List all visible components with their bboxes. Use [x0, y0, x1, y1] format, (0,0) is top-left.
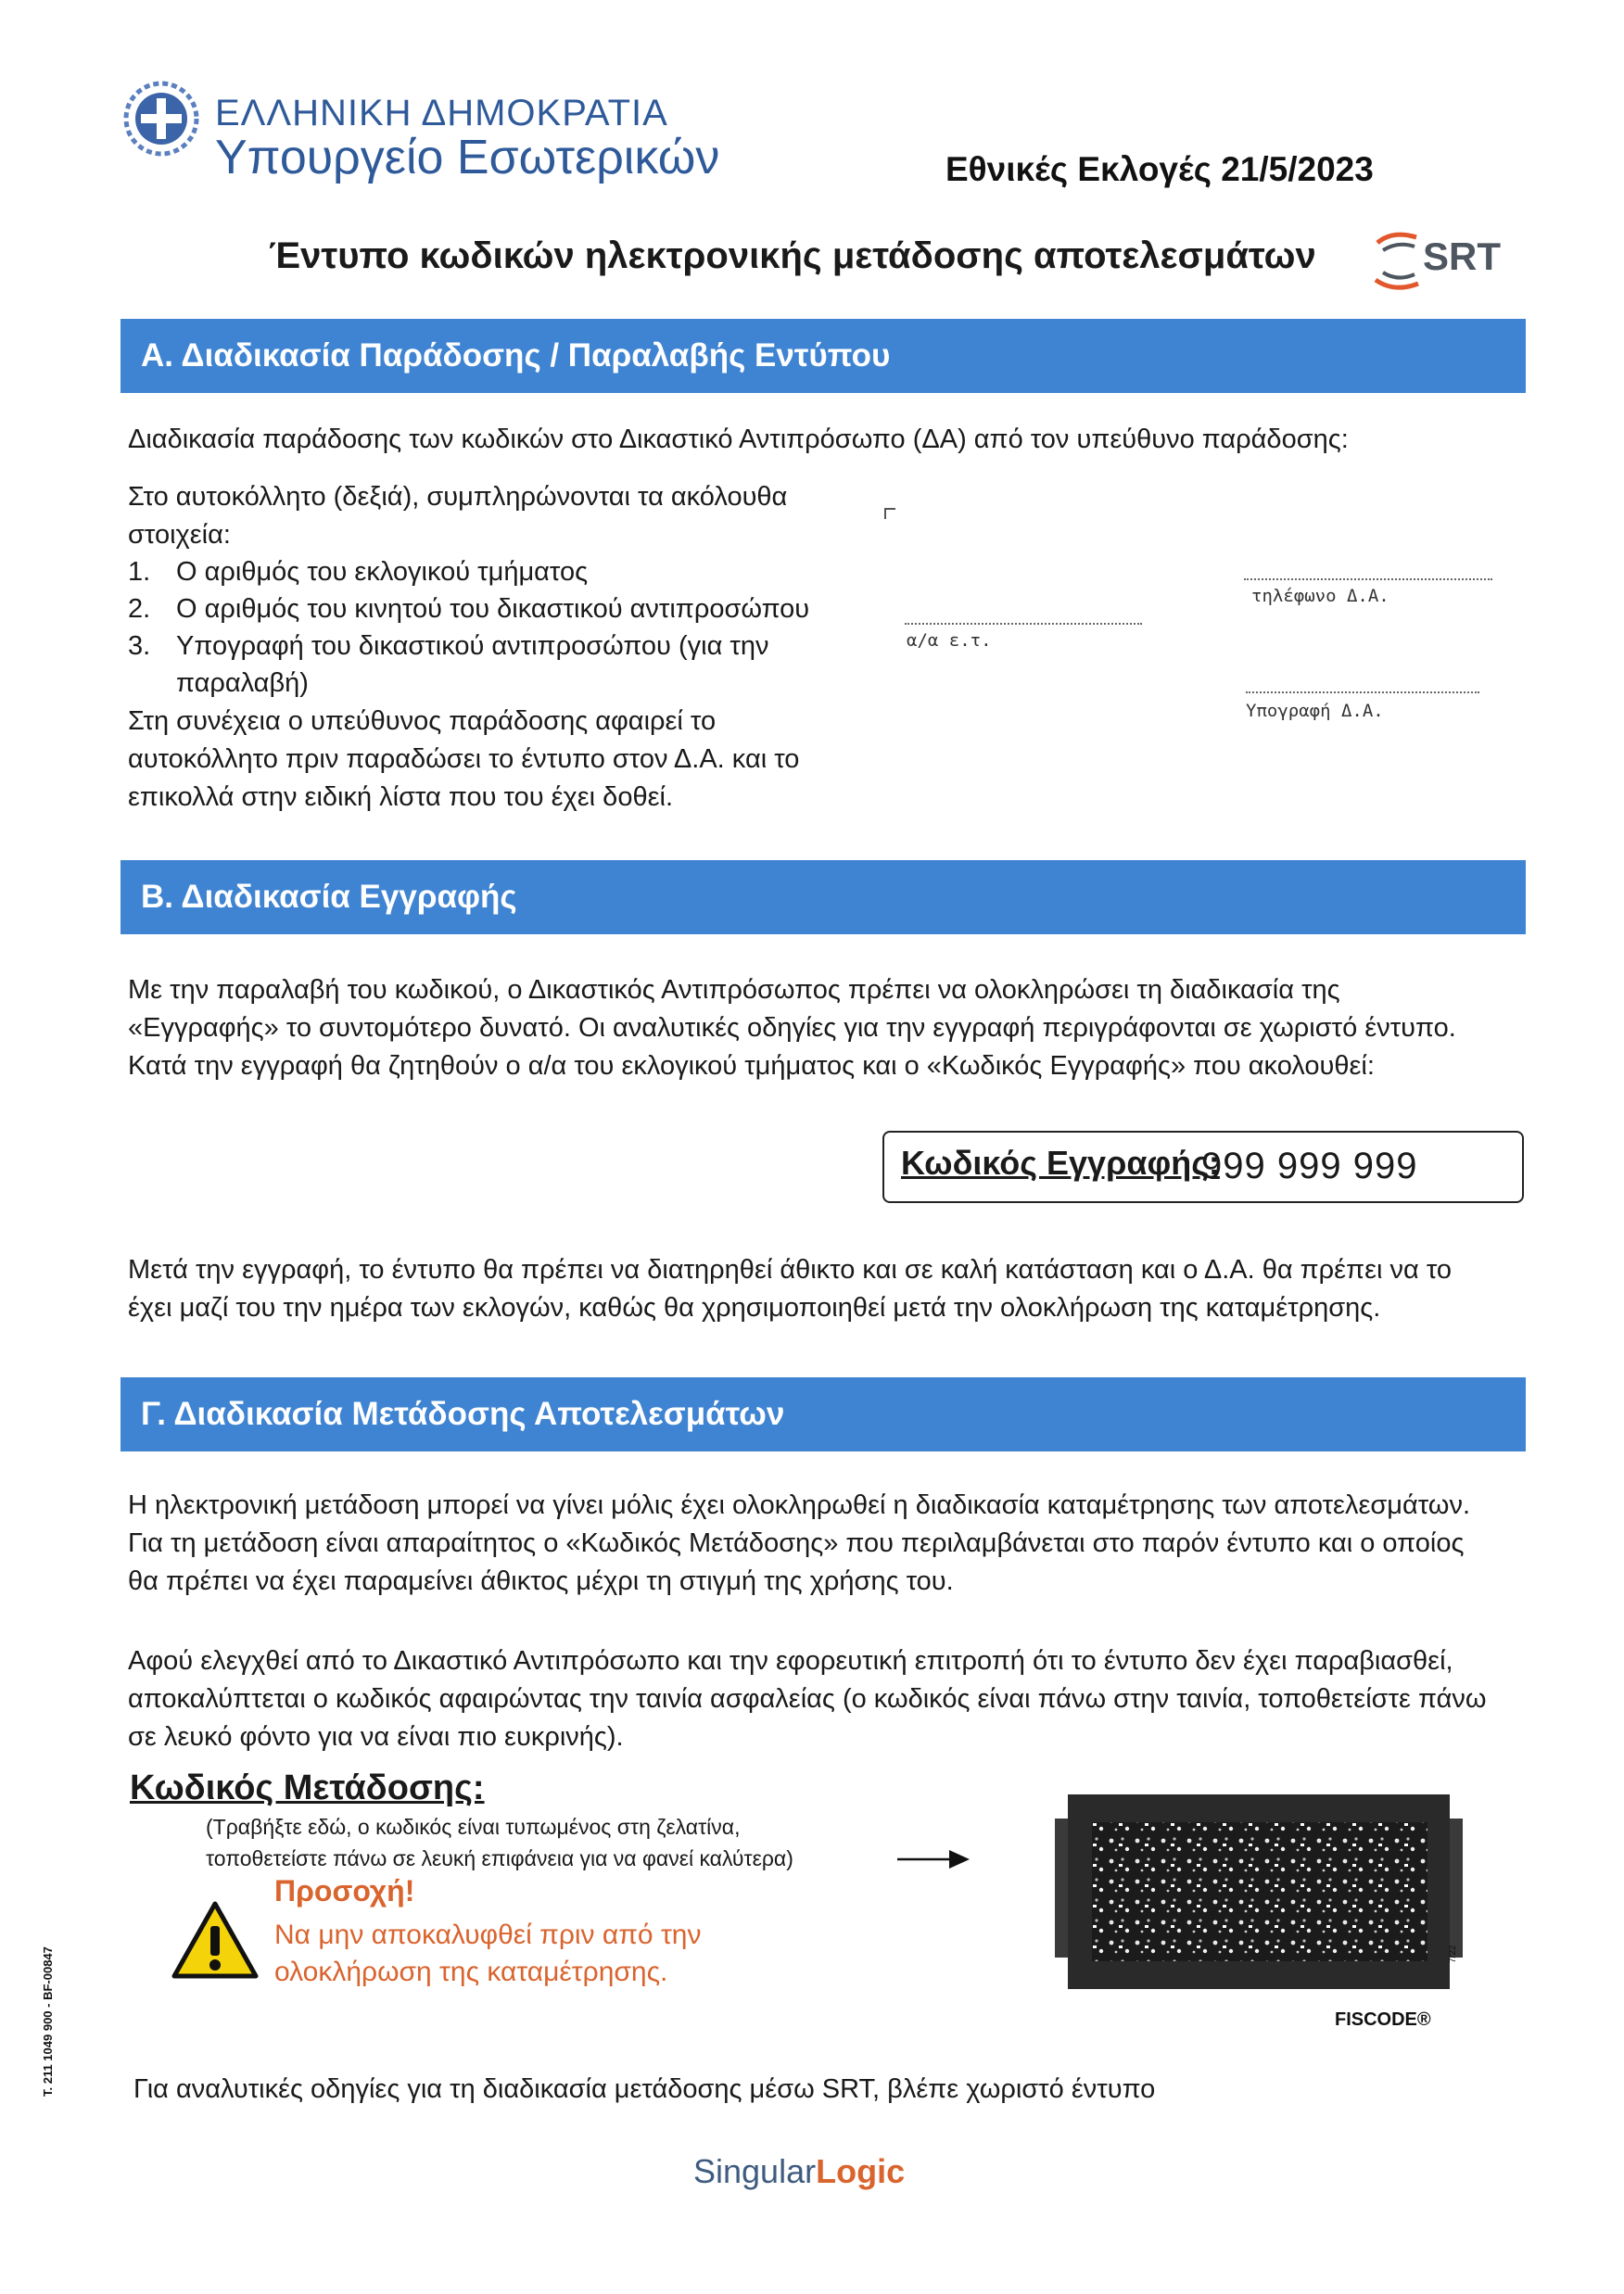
signature-label: Υπογραφή Δ.Α. [1246, 701, 1384, 721]
singular-logic-logo [693, 2152, 905, 2191]
footer-note: Για αναλυτικές οδηγίες για τη διαδικασία μετάδοσης μέσω SRT, βλέπε χωριστό έντυπο [133, 2074, 1156, 2104]
section-b-p1-line1: Με την παραλαβή του κωδικού, ο Δικαστικός Αντιπρόσωπος πρέπει να ολοκληρώσει τη διαδικασία της [128, 975, 1340, 1005]
sticker-corner-mark [884, 508, 895, 519]
warning-triangle-icon [171, 1900, 260, 1980]
section-number-label: α/α ε.τ. [907, 630, 992, 651]
section-b-p2-line2: έχει μαζί του την ημέρα των εκλογών, καθώς θα χρησιμοποιηθεί μετά την ολοκλήρωση της καταμέτρησης. [128, 1293, 1381, 1323]
brand-part-2: Logic [816, 2152, 906, 2190]
transmission-code-title: Κωδικός Μετάδοσης: [130, 1768, 485, 1807]
section-b-p1-line3: Κατά την εγγραφή θα ζητηθούν ο α/α του εκλογικού τμήματος και ο «Κωδικός Εγγραφής» που ακολουθεί: [128, 1051, 1375, 1081]
warning-line1: Να μην αποκαλυφθεί πριν από την [274, 1920, 702, 1950]
list-item-3-text: Υπογραφή του δικαστικού αντιπροσώπου (για την [176, 631, 769, 661]
section-c-p1-line3: θα πρέπει να έχει παραμείνει άθικτος μέχρι τη στιγμή της χρήσης του. [128, 1566, 954, 1596]
section-b-p1-line2: «Εγγραφής» το συντομότερο δυνατό. Οι αναλυτικές οδηγίες για την εγγραφή περιγράφονται σε χωριστό έντυπο. [128, 1013, 1456, 1043]
phone-label: τηλέφωνο Δ.Α. [1251, 586, 1389, 606]
after-sticker-line3: επικολλά στην ειδική λίστα που του έχει δοθεί. [128, 782, 674, 812]
section-c-p2-line1: Αφού ελεγχθεί από το Δικαστικό Αντιπρόσωπο και την εφορευτική επιτροπή ότι το έντυπο δεν έχει παραβιασθεί, [128, 1646, 1453, 1676]
srt-logo-text: SRT [1423, 234, 1501, 278]
election-date: Εθνικές Εκλογές 21/5/2023 [945, 150, 1374, 188]
section-c-p1-line1: Η ηλεκτρονική μετάδοση μπορεί να γίνει μόλις έχει ολοκληρωθεί η διαδικασία καταμέτρησης των αποτελεσμάτων. [128, 1490, 1471, 1520]
printer-side-code: T. 211 1049 900 - BF-00847 [41, 1946, 55, 2097]
section-c-p1-line2: Για τη μετάδοση είναι απαραίτητος ο «Κωδικός Μετάδοσης» που περιλαμβάνεται στο παρόν έντυπο και ο οποίος [128, 1528, 1465, 1558]
section-a-intro: Διαδικασία παράδοσης των κωδικών στο Δικαστικό Αντιπρόσωπο (ΔΑ) από τον υπεύθυνο παράδοσης: [128, 425, 1349, 454]
sticker-intro-line1: Στο αυτοκόλλητο (δεξιά), συμπληρώνονται τα ακόλουθα [128, 482, 788, 512]
security-tape-pattern [1055, 1794, 1463, 1989]
phone-dotted-line [1244, 578, 1492, 580]
republic-title: ΕΛΛΗΝΙΚΗ ΔΗΜΟΚΡΑΤΙΑ [215, 93, 668, 133]
list-item-2-text: Ο αριθμός του κινητού του δικαστικού αντιπροσώπου [176, 594, 810, 624]
brand-part-1: Singular [693, 2152, 817, 2190]
section-c-p2-line3: σε λευκό φόντο για να είναι πιο ευκρινής). [128, 1722, 624, 1752]
after-sticker-line1: Στη συνέχεια ο υπεύθυνος παράδοσης αφαιρεί το [128, 706, 717, 736]
warning-line2: ολοκλήρωση της καταμέτρησης. [274, 1957, 668, 1987]
section-c-header: Γ. Διαδικασία Μετάδοσης Αποτελεσμάτων [121, 1377, 1526, 1451]
list-item-1-text: Ο αριθμός του εκλογικού τμήματος [176, 557, 589, 587]
fiscode-mark: FISCODE® [1335, 2009, 1431, 2030]
list-item-3-number: 3. [128, 631, 151, 661]
arrow-right-icon [897, 1848, 971, 1870]
tape-small-code: 7/22 [1448, 1945, 1458, 1963]
list-item-3-continuation: παραλαβή) [176, 668, 309, 698]
form-title: Έντυπο κωδικών ηλεκτρονικής μετάδοσης αποτελεσμάτων [269, 235, 1316, 276]
list-item-1-number: 1. [128, 557, 151, 587]
section-number-dotted-line [905, 623, 1142, 625]
sticker-intro-line2: στοιχεία: [128, 520, 231, 550]
peel-hint-line1: (Τραβήξτε εδώ, ο κωδικός είναι τυπωμένος στη ζελατίνα, [206, 1815, 741, 1839]
section-b-p2-line1: Μετά την εγγραφή, το έντυπο θα πρέπει να διατηρηθεί άθικτο και σε καλή κατάσταση και ο Δ.Α. θα πρέπει να το [128, 1255, 1453, 1285]
peel-hint-line2: τοποθετείστε πάνω σε λευκή επιφάνεια για να φανεί καλύτερα) [206, 1846, 793, 1870]
greek-emblem-icon [122, 80, 200, 158]
section-c-p2-line2: αποκαλύπτεται ο κωδικός αφαιρώντας την ταινία ασφαλείας (ο κωδικός είναι πάνω στην ταινία, τοποθετείστε πάνω [128, 1684, 1487, 1714]
section-a-header: Α. Διαδικασία Παράδοσης / Παραλαβής Εντύπου [121, 319, 1526, 393]
registration-code-label: Κωδικός Εγγραφής: [901, 1144, 1220, 1182]
list-item-2-number: 2. [128, 594, 151, 624]
ministry-title: Υπουργείο Εσωτερικών [215, 131, 720, 184]
security-tape[interactable] [1055, 1794, 1463, 1989]
signature-dotted-line [1246, 691, 1479, 693]
after-sticker-line2: αυτοκόλλητο πριν παραδώσει το έντυπο στον Δ.Α. και το [128, 744, 800, 774]
section-b-header: Β. Διαδικασία Εγγραφής [121, 860, 1526, 934]
warning-title: Προσοχή! [274, 1874, 415, 1907]
registration-code-value: 999 999 999 [1201, 1146, 1418, 1186]
